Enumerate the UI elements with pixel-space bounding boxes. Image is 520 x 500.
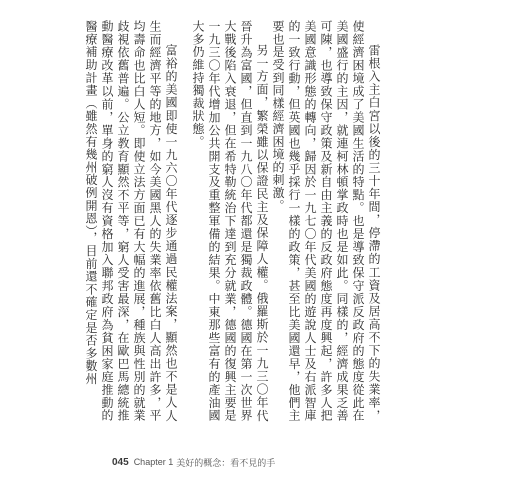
chapter-title: 美好的概念：看不見的手	[176, 458, 276, 469]
paragraph-1: 雷根入主白宮以後的三十年間，停滯的工資及居高不下的失業率，使經濟困境成了美國生活的特點。也是導致保守派反政府的態度從此在美國盛行的主因，就連柯林頓掌政時也是如此。同樣的，經濟成果乏善可陳，也導致保守政策及新自由主義的反政府態度再度興起，許多人把美國意識形態的轉向，歸因於一九七〇年代美國的遊說人士及右派智庫的一致行動，但英國也幾乎採行一樣的政策，甚至比美國還早，他們主要也是受到同樣經濟困境的刺激。	[271, 20, 381, 422]
page-footer	[112, 454, 275, 470]
page-number: 045	[112, 456, 129, 468]
chapter-label: Chapter 1	[133, 457, 174, 467]
body-text	[84, 20, 382, 422]
paragraph-3: 富裕的美國即使一九六〇年代逐步通過民權法案，顯然也不是人人生而經濟平等的地方，如今美國黑人的失業率依舊比白人高出許多，平均壽命也比白人短。即使立法方面已有大幅的進展，種族與性別的就業歧視依舊普遍。公立教育顯然不平等，窮人受害最深，在歐巴馬總統推動醫療改革以前，單身的窮人沒有資格加入聯邦政府為貧困家庭推動的醫療補助計畫（雖然有幾州破例開恩），目前還不確定是否多數州	[84, 20, 178, 422]
paragraph-2: 另一方面，繁榮雖以保證民主及保障人權。俄羅斯於一九三〇年代晉升為富國，但直到一九八〇年代都還是獨裁政體。德國在第一次世界大戰後陷入衰退，但在希特勒統治下達到充分就業，德國的復興主要是一九三〇年代增加公共開支及重整軍備的結果。中東那些富有的產油國大多仍維持獨裁狀態。	[191, 20, 269, 422]
